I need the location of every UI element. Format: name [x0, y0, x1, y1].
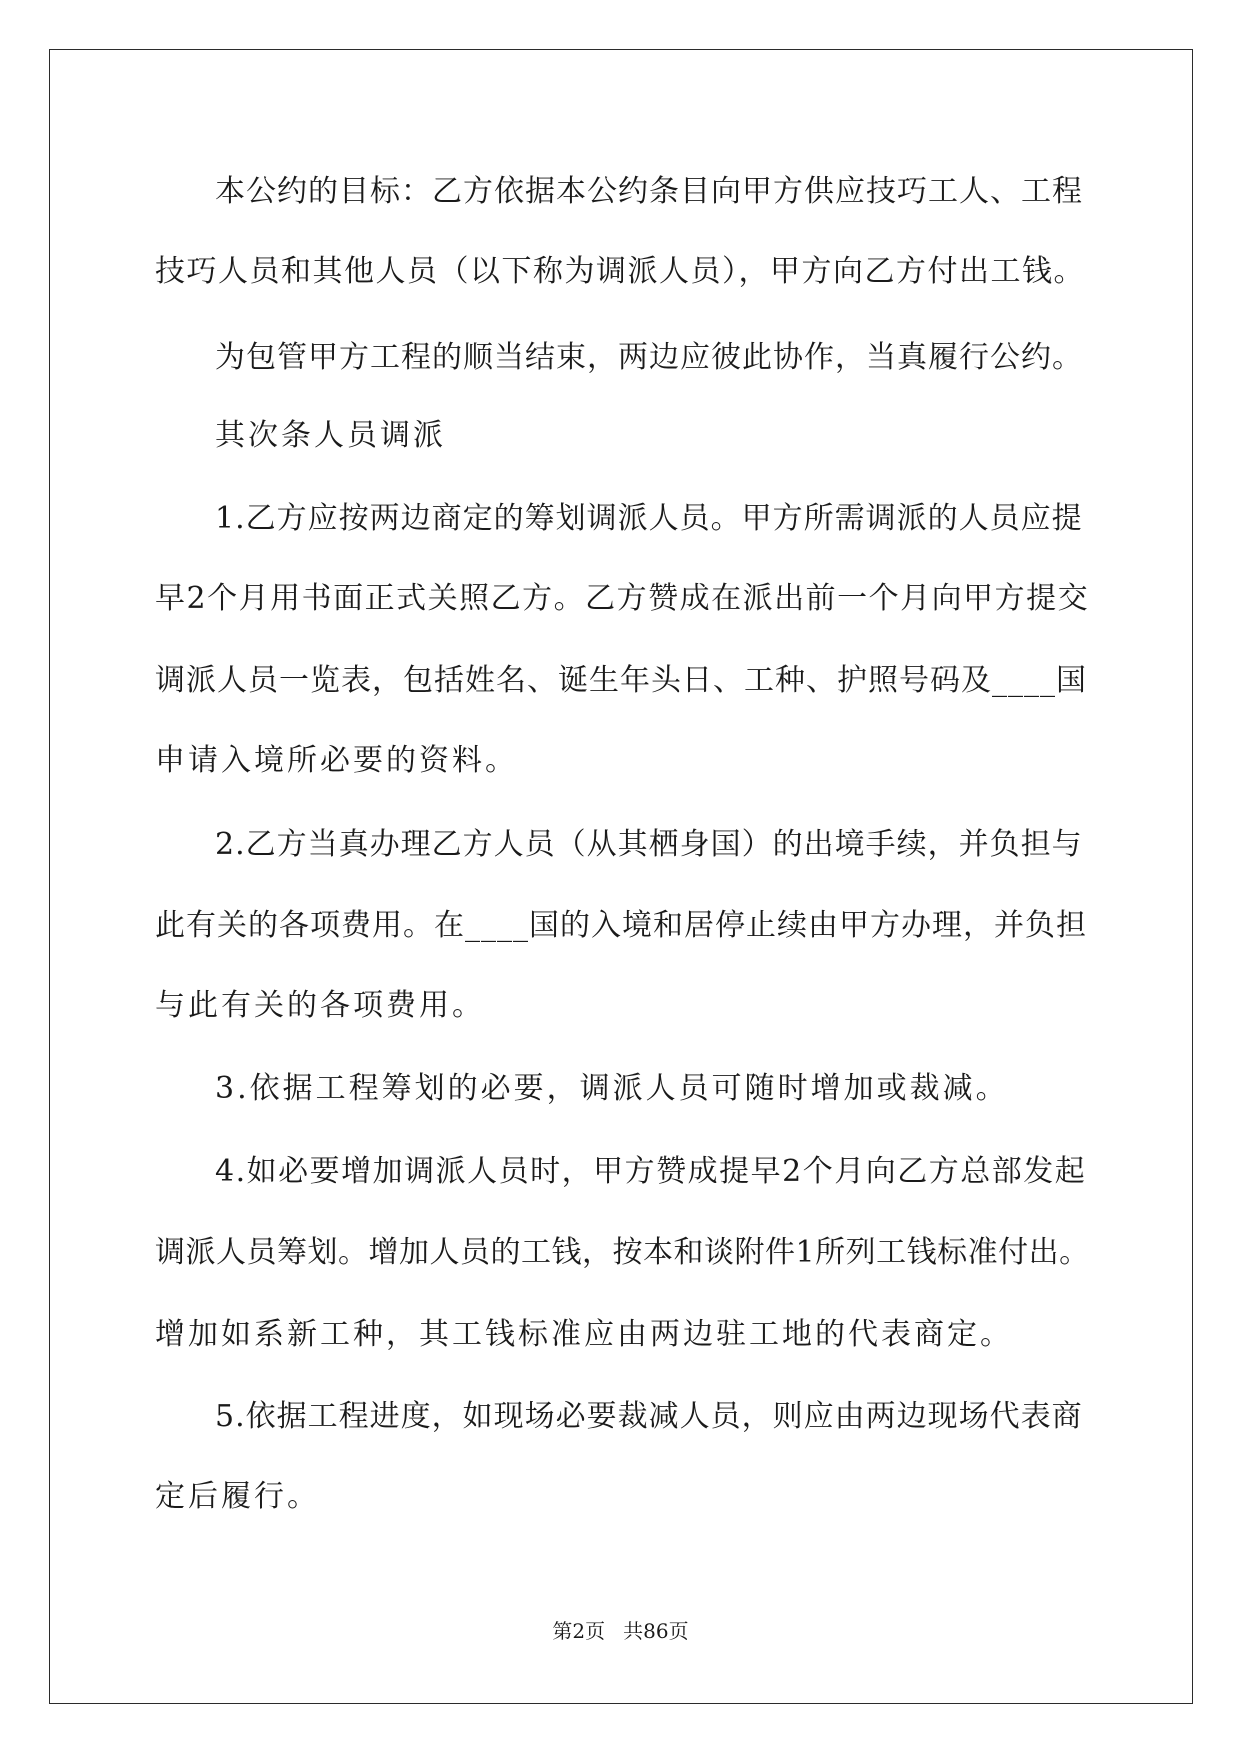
text-line: 为包管甲方工程的顺当结束，两边应彼此协作，当真履行公约。 [215, 340, 1083, 375]
page-footer [0, 1615, 1241, 1644]
page-total: 共86页 [623, 1619, 689, 1643]
page-border [49, 49, 1193, 1704]
text-line: 技巧人员和其他人员（以下称为调派人员），甲方向乙方付出工钱。 [155, 254, 1085, 289]
text-line: 5.依据工程进度，如现场必要裁减人员，则应由两边现场代表商 [215, 1399, 1083, 1434]
text-line: 3.依据工程筹划的必要，调派人员可随时增加或裁减。 [215, 1071, 1009, 1106]
text-line: 早2个月用书面正式关照乙方。乙方赞成在派出前一个月向甲方提交 [155, 581, 1090, 616]
text-line: 调派人员一览表，包括姓名、诞生年头日、工种、护照号码及____国 [155, 663, 1087, 698]
text-line: 调派人员筹划。增加人员的工钱，按本和谈附件1所列工钱标准付出。 [155, 1235, 1090, 1270]
text-line: 2.乙方当真办理乙方人员（从其栖身国）的出境手续，并负担与 [215, 827, 1083, 862]
text-line: 4.如必要增加调派人员时，甲方赞成提早2个月向乙方总部发起 [215, 1154, 1087, 1189]
text-line: 增加如系新工种，其工钱标准应由两边驻工地的代表商定。 [155, 1317, 1013, 1352]
text-line: 本公约的目标：乙方依据本公约条目向甲方供应技巧工人、工程 [215, 174, 1083, 209]
page-number: 第2页 [552, 1619, 606, 1643]
text-line: 申请入境所必要的资料。 [155, 743, 518, 778]
text-line: 1.乙方应按两边商定的筹划调派人员。甲方所需调派的人员应提 [215, 501, 1083, 536]
text-line: 定后履行。 [155, 1479, 320, 1514]
text-line: 此有关的各项费用。在____国的入境和居停止续由甲方办理，并负担 [155, 908, 1087, 943]
section-heading: 其次条人员调派 [215, 418, 446, 453]
text-line: 与此有关的各项费用。 [155, 988, 485, 1023]
